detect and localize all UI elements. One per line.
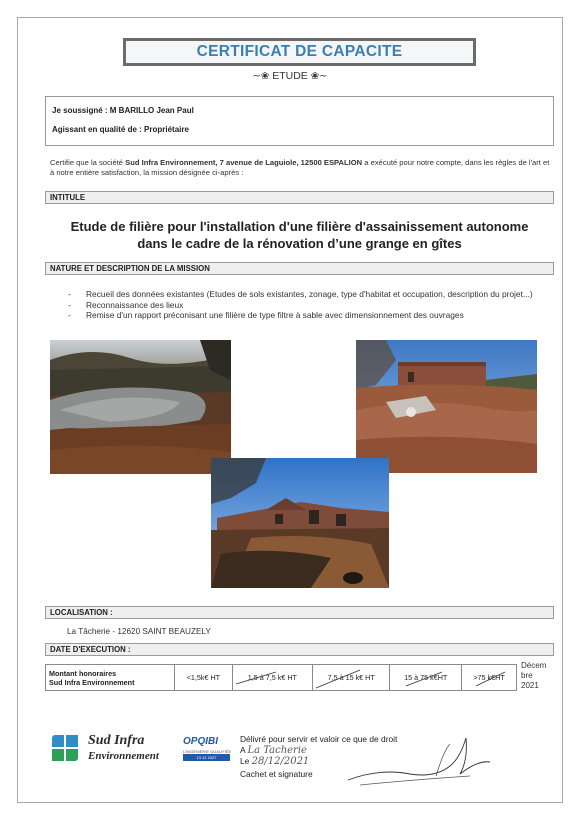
subtitle-text: ETUDE — [272, 70, 308, 82]
place-label: A — [240, 745, 246, 755]
stamp-signature-label: Cachet et signature — [240, 769, 313, 779]
fee-range-2: 1,5 à 7,5 k€ HT — [232, 665, 312, 691]
localisation-header: LOCALISATION : — [45, 606, 554, 619]
fee-date-line3: 2021 — [521, 681, 539, 690]
ornament-right-icon: ❀~ — [310, 71, 328, 82]
fee-label-line1: Montant honoraires — [49, 668, 117, 678]
handwritten-signature — [340, 730, 500, 790]
fee-range-1: <1,5k€ HT — [175, 665, 233, 691]
localisation-value: La Tâcherie - 12620 SAINT BEAUZELY — [67, 627, 211, 636]
logo-square-blue-icon — [52, 735, 64, 747]
brand-line2: Environnement — [88, 750, 159, 762]
fee-range-3: 7,5 à 15 k€ HT — [312, 665, 389, 691]
fee-date — [521, 661, 557, 691]
date-execution-header: DATE D'EXECUTION : — [45, 643, 554, 656]
fee-date-line1: Décem — [521, 661, 547, 670]
task-item: - Recueil des données existantes (Etudes de sols existantes, zonage, type d'habitat et occupation, description du projet...) — [68, 289, 538, 300]
intitule-header: INTITULE — [45, 191, 554, 204]
opqibi-tagline: L'INGÉNIERIE QUALIFIÉE — [183, 749, 232, 754]
certificate-title: CERTIFICAT DE CAPACITE — [196, 43, 403, 60]
mission-title-line2: dans le cadre de la rénovation d’une grange en gîtes — [137, 236, 462, 251]
brand-line1: Sud Infra — [88, 733, 145, 748]
signer-role: Agissant en qualité de : Propriétaire — [52, 125, 189, 134]
mission-title-line1: Etude de filière pour l'installation d'une filière d'assainissement autonome — [70, 219, 529, 234]
opqibi-logo: OPQIBI — [183, 736, 219, 747]
certifie-suffix: a exécuté pour notre compte, dans les règles de l'art et à notre entière satisfaction, la mission désignée ci-après : — [50, 158, 550, 177]
task-item: - Remise d'un rapport préconisant une filière de type filtre à sable avec dimensionnement des ouvrages — [68, 310, 538, 321]
certifie-prefix: Certifie que la société — [50, 158, 126, 167]
logo-square-blue-icon — [66, 735, 78, 747]
date-value: 28/12/2021 — [251, 756, 310, 767]
signer-name: Je soussigné : M BARILLO Jean Paul — [52, 106, 194, 115]
place-value: La Tacherie — [247, 745, 307, 756]
fee-range-4: 15 à 75 k€HT — [390, 665, 462, 691]
ornament-left-icon: ~❀ — [252, 71, 270, 82]
date-label: Le — [240, 756, 250, 766]
fee-range-5: >75 k€HT — [462, 665, 517, 691]
logo-square-green-icon — [52, 749, 64, 761]
fee-label-line2: Sud Infra Environnement — [49, 677, 135, 687]
delivery-text: Délivré pour servir et valoir ce que de droit — [240, 734, 398, 744]
opqibi-badge: 13 12 2027 — [183, 754, 230, 761]
logo-square-green-icon — [66, 749, 78, 761]
mission-header: NATURE ET DESCRIPTION DE LA MISSION — [45, 262, 554, 275]
task-item: - Reconnaissance des lieux — [68, 300, 538, 311]
certifie-company: Sud Infra Environnement, 7 avenue de Laguiole, 12500 ESPALION — [125, 158, 363, 167]
fee-date-line2: bre — [521, 671, 533, 680]
